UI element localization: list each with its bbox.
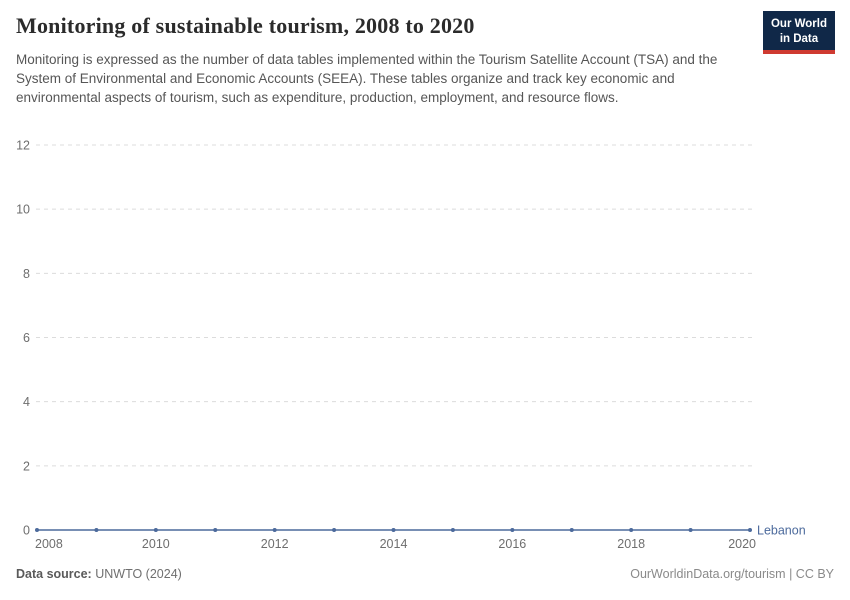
y-tick-label: 6 (23, 331, 30, 345)
data-point[interactable] (629, 528, 633, 532)
x-tick-label: 2008 (35, 537, 63, 551)
y-tick-label: 4 (23, 395, 30, 410)
data-source-note (16, 567, 182, 581)
x-tick-label: 2020 (728, 537, 756, 551)
data-point[interactable] (451, 528, 455, 532)
attribution[interactable]: OurWorldinData.org/tourism | CC BY (630, 567, 834, 581)
chart-subtitle: Monitoring is expressed as the number of data tables implemented within the Tourism Satellite Account (TSA) and the System of Environmental and Economic Accounts (SEEA). These tables organize and track key economic and environmental aspects of tourism, such as expenditure, production, employment, and resource flows. (16, 52, 718, 106)
data-source-label: Data source: (16, 567, 92, 581)
x-tick-label: 2018 (617, 537, 646, 551)
data-point[interactable] (273, 528, 277, 532)
data-point[interactable] (748, 528, 752, 532)
y-tick-label: 0 (23, 523, 30, 538)
y-tick-label: 2 (23, 459, 30, 474)
y-tick-label: 8 (23, 266, 30, 281)
chart-title: Monitoring of sustainable tourism, 2008 to 2020 (16, 13, 475, 38)
x-tick-label: 2014 (379, 537, 408, 551)
data-point[interactable] (332, 528, 336, 532)
x-tick-label: 2012 (260, 537, 289, 551)
y-tick-label: 12 (16, 138, 30, 153)
data-point[interactable] (154, 528, 158, 532)
data-point[interactable] (35, 528, 39, 532)
x-tick-label: 2010 (141, 537, 170, 551)
x-tick-label: 2016 (498, 537, 527, 551)
owid-logo-line2: in Data (779, 32, 819, 45)
data-point[interactable] (392, 528, 396, 532)
data-point[interactable] (570, 528, 574, 532)
owid-logo-line1: Our World (770, 18, 827, 30)
data-point[interactable] (510, 528, 514, 532)
data-source-value: UNWTO (2024) (95, 567, 182, 581)
series-label[interactable]: Lebanon (757, 523, 806, 538)
data-point[interactable] (94, 528, 98, 532)
y-tick-label: 10 (16, 202, 30, 217)
data-point[interactable] (689, 528, 693, 532)
data-point[interactable] (213, 528, 217, 532)
